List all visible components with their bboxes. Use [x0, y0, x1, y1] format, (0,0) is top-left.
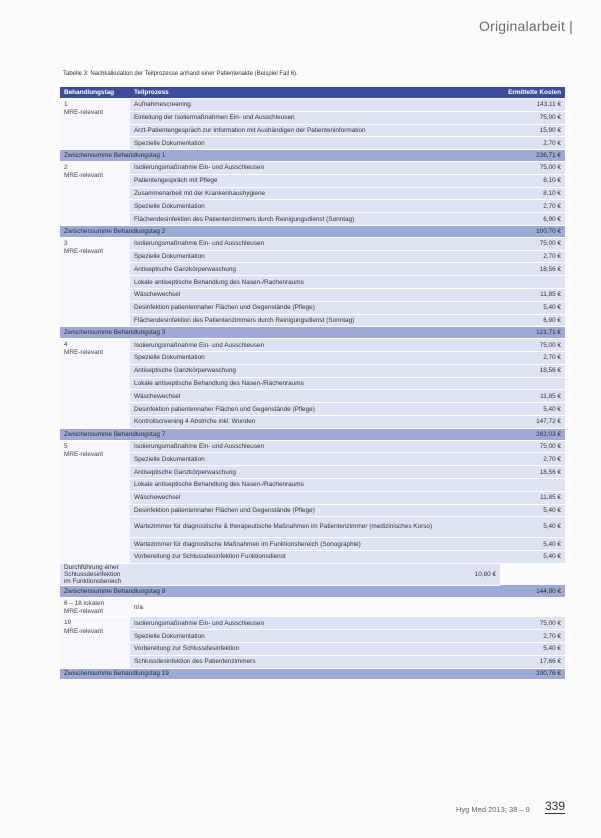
treatment-day-cell [60, 339, 130, 429]
treatment-day-line: MRE-relevant [64, 349, 104, 357]
table-row [60, 597, 565, 617]
cost-cell: 18,56 € [500, 263, 565, 276]
cost-table [60, 87, 565, 680]
table-row [60, 200, 565, 213]
table-row [60, 161, 565, 174]
treatment-day-cell [60, 237, 130, 327]
treatment-day-line: MRE-relevant [64, 248, 104, 256]
treatment-day-line: MRE-relevant [64, 172, 104, 180]
table-row [60, 453, 565, 466]
process-cell: Spezielle Dokumentation [130, 351, 500, 364]
process-cell: Desinfektion patientennaher Flächen und Gegenstände (Pflege) [130, 403, 500, 416]
header-day: Behandlungstag [60, 87, 130, 99]
cost-cell: 75,00 € [500, 339, 565, 352]
cost-cell: 5,40 € [500, 403, 565, 416]
cost-cell: 11,85 € [500, 288, 565, 301]
treatment-day-line: 4 [64, 341, 68, 349]
cost-cell: 17,66 € [500, 655, 565, 668]
table-row [60, 174, 565, 187]
cost-cell: 75,00 € [500, 111, 565, 124]
table-row [60, 617, 565, 630]
table-row [60, 551, 565, 564]
table-row [60, 288, 565, 301]
table-row [60, 237, 565, 250]
table-row [60, 491, 565, 504]
cost-cell: 75,00 € [500, 237, 565, 250]
cost-cell: 8,10 € [500, 174, 565, 187]
process-cell: Spezielle Dokumentation [130, 630, 500, 643]
process-cell: Einleitung der Isoliermaßnahmen Ein- und Ausschleusen [130, 111, 500, 124]
subtotal-row [60, 428, 565, 440]
treatment-day-line: MRE-relevant [64, 608, 104, 616]
subtotal-row [60, 327, 565, 339]
process-cell: Antiseptische Ganzkörperwaschung [130, 364, 500, 377]
cost-cell: 2,70 € [500, 250, 565, 263]
table-row [60, 301, 565, 314]
table-row [60, 111, 565, 124]
subtotal-label: Zwischensumme Behandlungstag 19 [60, 668, 500, 680]
subtotal-label: Zwischensumme Behandlungstag 1 [60, 150, 500, 162]
process-cell: Vorbereitung zur Schlussdesinfektion Funktionsdienst [130, 551, 500, 564]
cost-cell: 5,40 € [500, 504, 565, 517]
treatment-day-cell [60, 99, 130, 150]
process-cell: Lokale antiseptische Behandlung des Nasen-/Rachenraums [130, 276, 500, 289]
cost-cell: 15,90 € [500, 124, 565, 137]
table-row [60, 504, 565, 517]
treatment-day-cell [60, 161, 130, 225]
table-row [60, 563, 565, 585]
subtotal-cost: 100,70 € [500, 225, 565, 237]
process-cell: Antiseptische Ganzkörperwaschung [130, 466, 500, 479]
process-cell: Kontrollscreening 4 Abstriche inkl. Wunden [130, 415, 500, 428]
treatment-day-cell [60, 440, 130, 563]
process-cell: Lokale antiseptische Behandlung des Nasen-/Rachenraums [130, 478, 500, 491]
cost-cell [500, 478, 565, 491]
process-cell: Spezielle Dokumentation [130, 250, 500, 263]
table-row [60, 364, 565, 377]
table-row [60, 99, 565, 112]
running-header: Originalarbeit | [479, 18, 573, 34]
table-row [60, 478, 565, 491]
cost-cell: 11,85 € [500, 491, 565, 504]
subtotal-cost: 121,71 € [500, 327, 565, 339]
subtotal-cost: 262,03 € [500, 428, 565, 440]
table-row [60, 213, 565, 226]
table-row [60, 263, 565, 276]
table-row [60, 630, 565, 643]
table-row [60, 187, 565, 200]
cost-cell: 2,70 € [500, 351, 565, 364]
table-row [60, 377, 565, 390]
cost-cell: 75,00 € [500, 161, 565, 174]
process-cell: Isolierungsmaßnahme Ein- und Ausschleusen [130, 440, 500, 453]
cost-cell: 147,72 € [500, 415, 565, 428]
process-cell: Arzt-Patientengespräch zur Information mit Aushändigen der Patienteninformation [130, 124, 500, 137]
table-row [60, 466, 565, 479]
subtotal-cost: 236,71 € [500, 150, 565, 162]
cost-cell [500, 597, 565, 617]
process-cell: Vorbereitung zur Schlussdesinfektion [130, 642, 500, 655]
cost-cell: 5,40 € [500, 517, 565, 538]
process-cell: Wäschewechsel [130, 288, 500, 301]
treatment-day-line: 1 [64, 101, 68, 108]
table-header-row [60, 87, 565, 99]
process-cell: Wäschewechsel [130, 390, 500, 403]
header-process: Teilprozess [130, 87, 500, 99]
table-row [60, 250, 565, 263]
subtotal-cost: 100,76 € [500, 668, 565, 680]
cost-cell: 2,70 € [500, 137, 565, 150]
treatment-day-line: 19 [64, 619, 72, 627]
cost-cell [500, 276, 565, 289]
table-row [60, 314, 565, 327]
table-row [60, 351, 565, 364]
cost-cell: 2,70 € [500, 453, 565, 466]
subtotal-label: Zwischensumme Behandlungstag 2 [60, 225, 500, 237]
process-cell: Spezielle Dokumentation [130, 453, 500, 466]
cost-cell: 11,85 € [500, 390, 565, 403]
treatment-day-cell [60, 617, 130, 668]
cost-cell: 5,40 € [500, 642, 565, 655]
journal-reference: Hyg Med 2013; 38 – 9 [456, 805, 530, 814]
process-cell: Isolierungsmaßnahme Ein- und Ausschleusen [130, 237, 500, 250]
treatment-day-line: 5 [64, 442, 68, 450]
process-cell: Durchführung einer Schlussdesinfektion im Funktionsbereich [60, 563, 130, 585]
subtotal-cost: 144,80 € [500, 585, 565, 597]
treatment-day-line: MRE-relevant [64, 109, 104, 117]
table-row [60, 538, 565, 551]
cost-cell: 75,00 € [500, 440, 565, 453]
treatment-day-line: 6 – 18 lokaten [64, 599, 105, 607]
process-cell: n/a [130, 597, 500, 617]
process-cell: Desinfektion patientennaher Flächen und Gegenstände (Pflege) [130, 504, 500, 517]
table-row [60, 137, 565, 150]
subtotal-row [60, 225, 565, 237]
table-row [60, 276, 565, 289]
subtotal-row [60, 668, 565, 680]
cost-cell: 2,70 € [500, 630, 565, 643]
table-row [60, 642, 565, 655]
table-row [60, 440, 565, 453]
subtotal-label: Zwischensumme Behandlungstag 3 [60, 327, 500, 339]
subtotal-row [60, 150, 565, 162]
cost-cell: 5,40 € [500, 301, 565, 314]
process-cell: Wartezimmer für diagnostische & therapeutische Maßnahmen im Patientenzimmer (medizinisches Korso) [130, 517, 500, 538]
process-cell: Aufnahmescreening [130, 99, 500, 112]
process-cell: Wartezimmer für diagnostische Maßnahmen im Funktionsbereich (Sonographie) [130, 538, 500, 551]
cost-cell: 5,40 € [500, 551, 565, 564]
process-cell: Patientengespräch mit Pflege [130, 174, 500, 187]
process-cell: Spezielle Dokumentation [130, 200, 500, 213]
process-cell: Isolierungsmaßnahme Ein- und Ausschleusen [130, 617, 500, 630]
table-caption: Tabelle 3: Nachkalkulation der Teilprozesse anhand einer Patientenakte (Beispiel Fall 6). [63, 71, 298, 77]
cost-cell: 2,70 € [500, 200, 565, 213]
subtotal-row [60, 585, 565, 597]
process-cell: Isolierungsmaßnahme Ein- und Ausschleusen [130, 339, 500, 352]
table-row [60, 339, 565, 352]
cost-cell: 18,56 € [500, 466, 565, 479]
treatment-day-cell [60, 597, 130, 617]
treatment-day-line: 2 [64, 163, 68, 171]
subtotal-label: Zwischensumme Behandlungstag 7 [60, 428, 500, 440]
treatment-day-line: MRE-relevant [64, 450, 104, 458]
table-row [60, 655, 565, 668]
process-cell: Schlussdesinfektion des Patientenzimmers [130, 655, 500, 668]
process-cell: Flächendesinfektion des Patientenzimmers durch Reinigungsdienst (Sonntag) [130, 314, 500, 327]
process-cell: Spezielle Dokumentation [130, 137, 500, 150]
table-row [60, 124, 565, 137]
cost-cell: 143,11 € [500, 99, 565, 112]
process-cell: Antiseptische Ganzkörperwaschung [130, 263, 500, 276]
cost-cell: 18,56 € [500, 364, 565, 377]
table-row [60, 415, 565, 428]
process-cell: Desinfektion patientennaher Flächen und Gegenstände (Pflege) [130, 301, 500, 314]
process-cell: Isolierungsmaßnahme Ein- und Ausschleusen [130, 161, 500, 174]
cost-cell: 8,10 € [500, 187, 565, 200]
treatment-day-line: 3 [64, 239, 68, 247]
cost-cell: 6,90 € [500, 213, 565, 226]
header-cost: Ermittelte Kosten [500, 87, 565, 99]
cost-cell [500, 377, 565, 390]
process-cell: Zusammenarbeit mit der Krankenhaushygiene [130, 187, 500, 200]
cost-cell: 10,80 € [130, 563, 500, 585]
cost-cell: 5,40 € [500, 538, 565, 551]
cost-cell: 6,90 € [500, 314, 565, 327]
subtotal-label: Zwischensumme Behandlungstag 8 [60, 585, 500, 597]
table-row [60, 403, 565, 416]
cost-cell: 75,00 € [500, 617, 565, 630]
process-cell: Lokale antiseptische Behandlung des Nasen-/Rachenraums [130, 377, 500, 390]
process-cell: Flächendesinfektion des Patientenzimmers durch Reinigungsdienst (Sonntag) [130, 213, 500, 226]
treatment-day-line: MRE-relevant [64, 627, 104, 635]
table-row [60, 517, 565, 538]
process-cell: Wäschewechsel [130, 491, 500, 504]
page-number: 339 [545, 799, 566, 813]
table-body [60, 99, 565, 680]
table-row [60, 390, 565, 403]
